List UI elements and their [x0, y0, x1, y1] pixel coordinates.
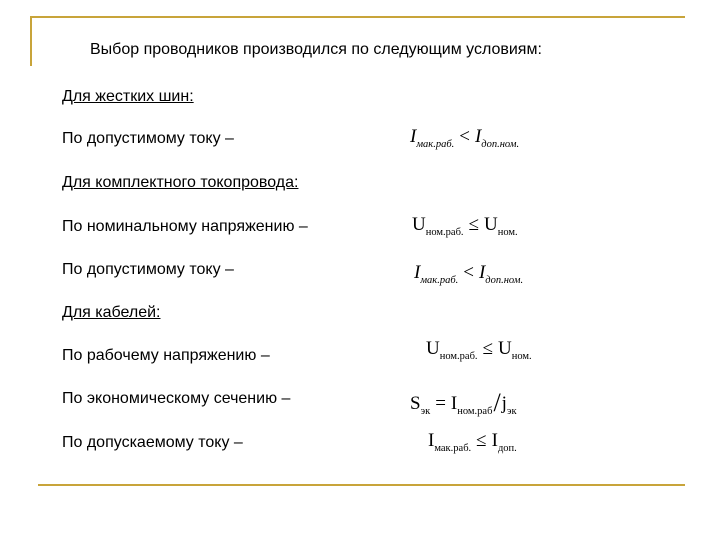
formula-rhs-sub: ном. [497, 227, 518, 238]
formula-lhs: U [412, 214, 426, 235]
slide-title: Выбор проводников производился по следующим условиям: [90, 41, 542, 58]
condition-label: По экономическому сечению – [62, 390, 291, 407]
formula-rhs-sub: доп. [497, 443, 517, 454]
condition-label: По допускаемому току – [62, 434, 243, 451]
formula-current-busbars [410, 126, 519, 150]
formula-lhs-sub: мак.раб. [420, 275, 459, 286]
heading-complete-conductor: Для комплектного токопровода: [62, 174, 299, 191]
formula-operator: ≤ [476, 430, 487, 451]
formula-lhs: U [426, 338, 440, 359]
formula-rhs: I [450, 393, 458, 414]
formula-rhs: I [491, 430, 498, 451]
formula-rhs: U [498, 338, 512, 359]
formula-lhs-sub: эк [420, 406, 431, 417]
top-border-line [30, 16, 685, 18]
left-border-line [30, 16, 32, 66]
formula-operator: < [459, 126, 470, 147]
formula-rhs: I [478, 262, 486, 283]
formula-rhs-sub: доп.ном. [481, 139, 520, 150]
condition-label: По номинальному напряжению – [62, 218, 308, 235]
formula-current-conductor [414, 262, 523, 286]
formula-lhs: I [414, 262, 421, 283]
formula-lhs-sub: мак.раб. [416, 139, 455, 150]
formula-lhs: S [410, 393, 421, 414]
bottom-border-line [38, 484, 685, 486]
fraction-slash: / [493, 388, 501, 417]
condition-label: По допустимому току – [62, 261, 234, 278]
formula-operator: ≤ [468, 214, 479, 235]
formula-denominator: j [501, 393, 507, 414]
formula-lhs: I [428, 430, 435, 451]
formula-economic-section [410, 386, 517, 417]
formula-lhs-sub: ном.раб. [425, 227, 464, 238]
formula-rhs-sub: доп.ном. [485, 275, 524, 286]
formula-lhs-sub: мак.раб. [434, 443, 472, 454]
formula-operator: ≤ [482, 338, 493, 359]
formula-rhs: I [474, 126, 482, 147]
formula-operator: = [435, 393, 446, 414]
formula-lhs: I [410, 126, 417, 147]
condition-label: По допустимому току – [62, 130, 234, 147]
formula-rhs: U [484, 214, 498, 235]
formula-voltage-conductor [412, 214, 518, 238]
formula-denominator-sub: эк [506, 406, 517, 417]
formula-rhs-sub: ном.раб [457, 406, 493, 417]
condition-label: По рабочему напряжению – [62, 347, 270, 364]
heading-rigid-busbars: Для жестких шин: [62, 88, 194, 105]
formula-lhs-sub: ном.раб. [439, 351, 478, 362]
formula-rhs-sub: ном. [511, 351, 532, 362]
heading-cables: Для кабелей: [62, 304, 161, 321]
formula-voltage-cables [426, 338, 532, 362]
formula-permissible-current [428, 430, 517, 454]
formula-operator: < [463, 262, 474, 283]
